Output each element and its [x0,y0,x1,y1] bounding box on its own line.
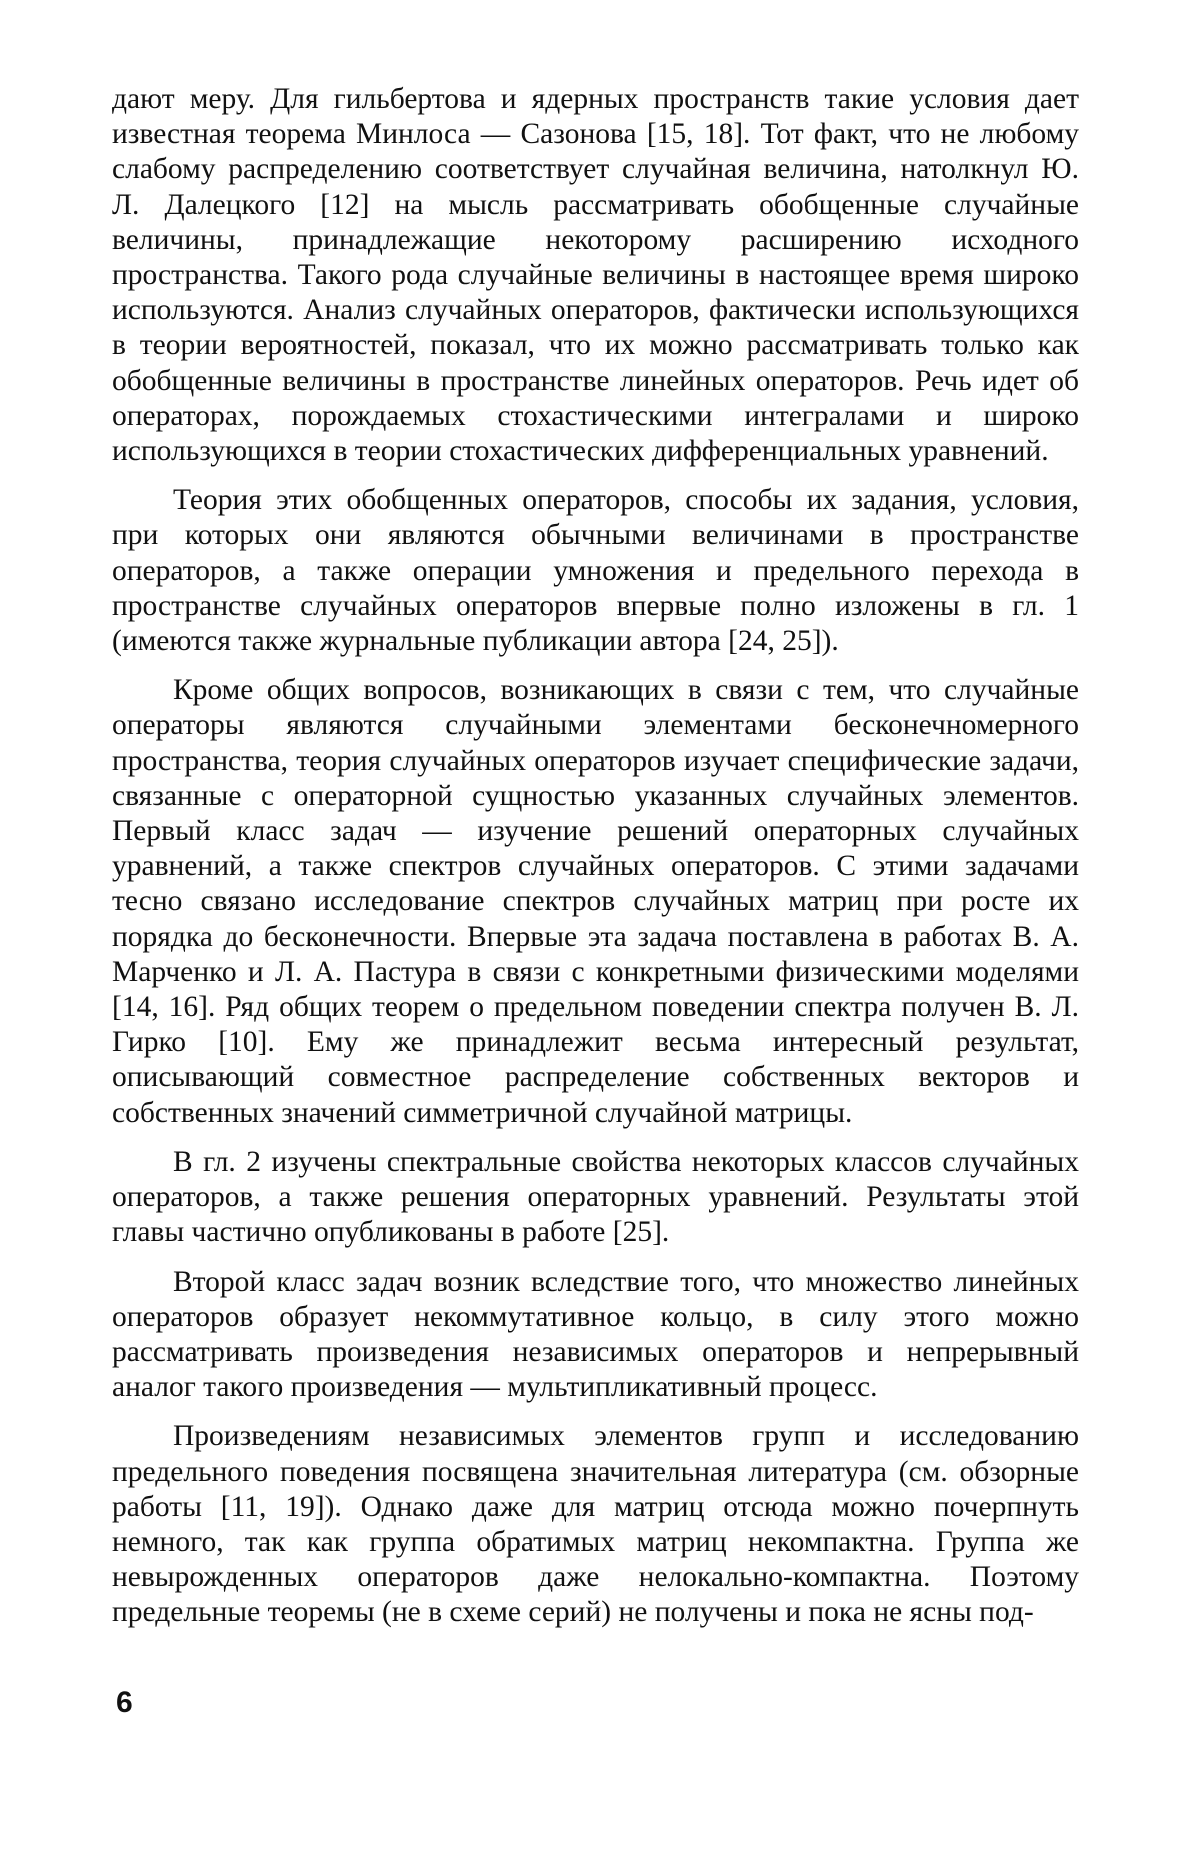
paragraph-2: Теория этих обобщенных операторов, способы их задания, условия, при которых они являются обычными величинами в пространстве операторов, а также операции умножения и предельного перехода в пространстве случайных операторов впервые полно изложены в гл. 1 (имеются также журнальные публикации автора [24, 25]). [112,484,1079,658]
page-number: 6 [116,1686,133,1719]
paragraph-5: Второй класс задач возник вследствие того, что множество линейных операторов образует некоммутативное кольцо, в силу этого можно рассматривать произведения независимых операторов и непрерывный аналог такого произведения — мультипликативный процесс. [112,1265,1079,1404]
paragraph-4: В гл. 2 изучены спектральные свойства некоторых классов случайных операторов, а также решения операторных уравнений. Результаты этой главы частично опубликованы в работе [25]. [112,1145,1079,1249]
page-text [112,82,1079,1645]
paragraph-6: Произведениям независимых элементов групп и исследованию предельного поведения посвящена значительная литература (см. обзорные работы [11, 19]). Однако даже для матриц отсюда можно почерпнуть немного, так как группа обратимых матриц некомпактна. Группа же невырожденных операторов даже нелокально-компактна. Поэтому предельные теоремы (не в схеме серий) не получены и пока не ясны под- [112,1420,1079,1629]
paragraph-3: Кроме общих вопросов, возникающих в связи с тем, что случайные операторы являются случайными элементами бесконечномерного пространства, теория случайных операторов изучает специфические задачи, связанные с операторной сущностью указанных случайных элементов. Первый класс задач — изучение решений операторных случайных уравнений, а также спектров случайных операторов. С этими задачами тесно связано исследование спектров случайных матриц при росте их порядка до бесконечности. Впервые эта задача поставлена в работах В. А. Марченко и Л. А. Пастура в связи с конкретными физическими моделями [14, 16]. Ряд общих теорем о предельном поведении спектра получен В. Л. Гирко [10]. Ему же принадлежит весьма интересный результат, описывающий совместное распределение собственных векторов и собственных значений симметричной случайной матрицы. [112,674,1079,1129]
paragraph-1: дают меру. Для гильбертова и ядерных пространств такие условия дает известная теорема Минлоса — Сазонова [15, 18]. Тот факт, что не любому слабому распределению соответствует случайная величина, натолкнул Ю. Л. Далецкого [12] на мысль рассматривать обобщенные случайные величины, принадлежащие некоторому расширению исходного пространства. Такого рода случайные величины в настоящее время широко используются. Анализ случайных операторов, фактически использующихся в теории вероятностей, показал, что их можно рассматривать только как обобщенные величины в пространстве линейных операторов. Речь идет об операторах, порождаемых стохастическими интегралами и широко использующихся в теории стохастических дифференциальных уравнений. [112,83,1079,468]
